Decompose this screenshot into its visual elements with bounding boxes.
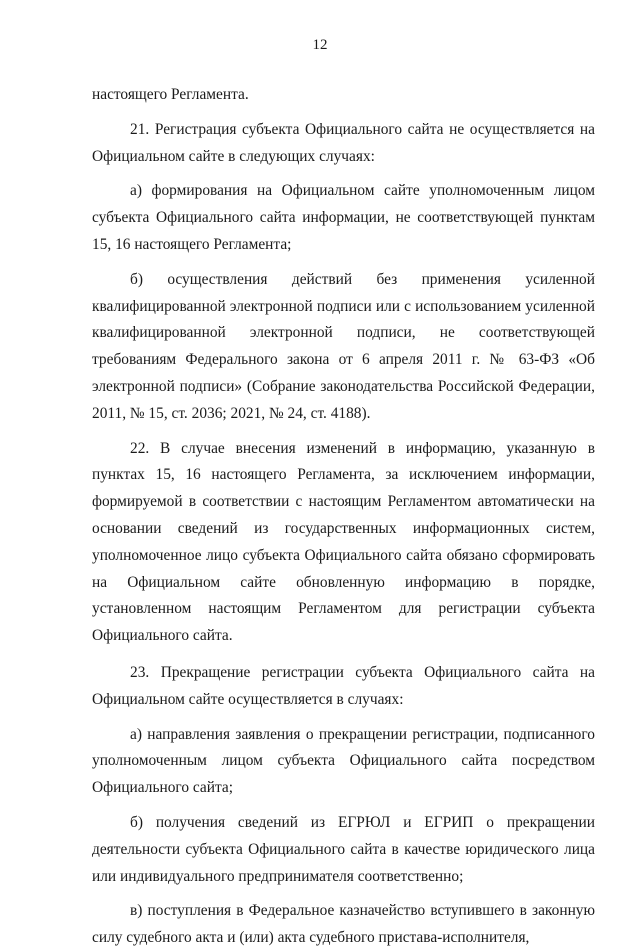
paragraph-23-v: в) поступления в Федеральное казначейство вступившего в законную силу судебного акта и (или) акта судебного пристава-исполнителя, xyxy=(92,902,595,947)
paragraph-23-a: а) направления заявления о прекращении регистрации, подписанного уполномоченным лицом субъекта Официального сайта посредством Официального сайта; xyxy=(92,725,595,797)
paragraph-23-b: б) получения сведений из ЕГРЮЛ и ЕГРИП о прекращении деятельности субъекта Официального сайта в качестве юридического лица или индивидуального предпринимателя соответственно; xyxy=(92,813,595,885)
paragraph-21: 21. Регистрация субъекта Официального сайта не осуществляется на Официальном сайте в следующих случаях: xyxy=(92,120,595,165)
paragraph-22: 22. В случае внесения изменений в информацию, указанную в пунктах 15, 16 настоящего Регламента, за исключением информации, формируемой в соответствии с настоящим Регламентом автоматически на основании сведений из государственных информационных систем, уполномоченное лицо субъекта Официального сайта обязано сформировать на Официальном сайте обновленную информацию в порядке, установленном настоящим Регламентом для регистрации субъекта Официального сайта. xyxy=(92,439,595,645)
paragraph-21-a: а) формирования на Официальном сайте уполномоченным лицом субъекта Официального сайта информации, не соответствующей пунктам 15, 16 настоящего Регламента; xyxy=(92,182,595,253)
page-number: 12 xyxy=(312,37,328,53)
paragraph-continuation: настоящего Регламента. xyxy=(92,86,249,103)
paragraph-23: 23. Прекращение регистрации субъекта Официального сайта на Официальном сайте осуществляется в случаях: xyxy=(92,663,595,708)
paragraph-21-b: б) осуществления действий без применения усиленной квалифицированной электронной подписи или с использованием усиленной квалифицированной электронной подписи, не соответствующей требованиям Федерального закона от 6 апреля 2011 г. № 63-ФЗ «Об электронной подписи» (Собрание законодательства Российской Федерации, 2011, № 15, ст. 2036; 2021, № 24, ст. 4188). xyxy=(92,270,595,422)
document-body xyxy=(92,82,595,952)
